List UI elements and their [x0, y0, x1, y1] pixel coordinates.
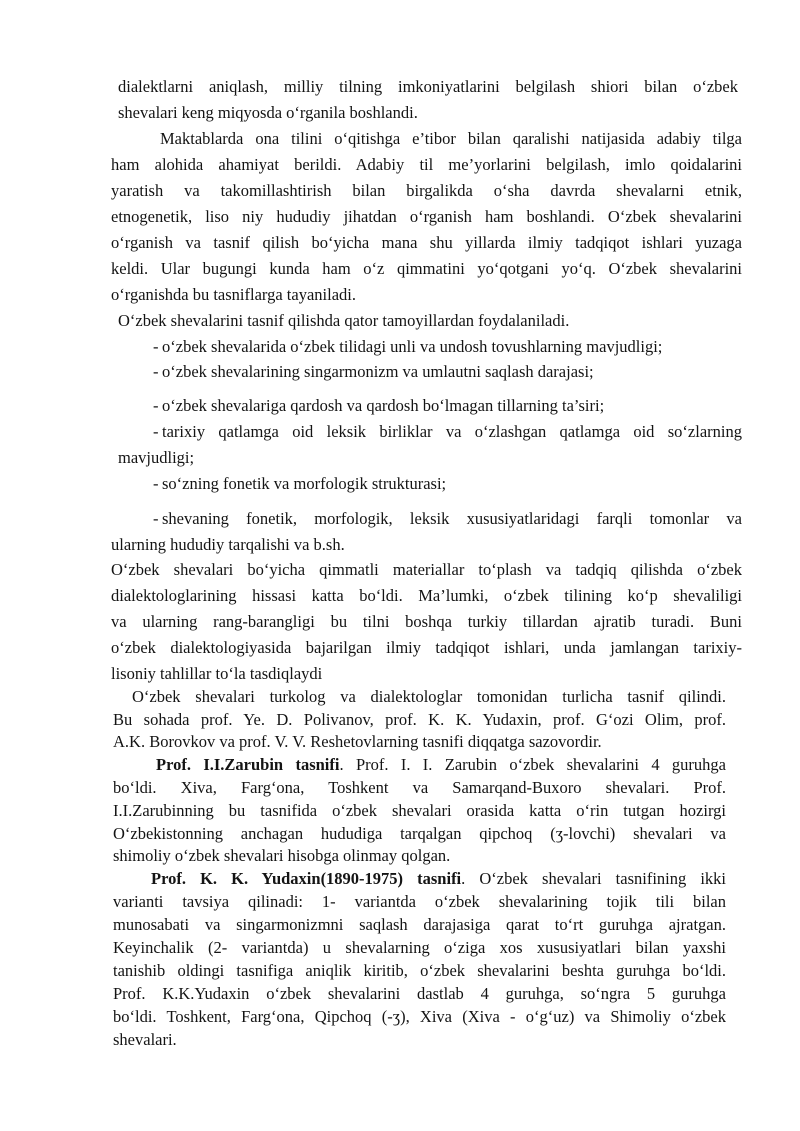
text-line: ham alohida ahamiyat berildi. Adabiy til me’yorlarini belgilash, imlo qoidalarini — [111, 155, 742, 174]
text-line: dialektlarni aniqlash, milliy tilning imkoniyatlarini belgilash shiori bilan oʻzbek — [118, 77, 738, 96]
list-item: oʻzbek shevalariga qardosh va qardosh boʻlmagan tillarning ta’siri; — [162, 396, 605, 415]
list-item: soʻzning fonetik va morfologik strukturasi; — [162, 474, 447, 493]
text-line: tanishib oldingi tasnifiga aniqlik kiritib, oʻzbek shevalarini beshta guruhga boʻldi. — [113, 961, 726, 980]
text-line: Bu sohada prof. Ye. D. Polivanov, prof. K. K. Yudaxin, prof. Gʻozi Olim, prof. — [113, 710, 726, 729]
text-line: shimoliy oʻzbek shevalari hisobga olinmay qolgan. — [113, 846, 451, 865]
list-dash: - — [153, 509, 159, 528]
text-line: Oʻzbek shevalari turkolog va dialektologlar tomonidan turlicha tasnif qilindi. — [132, 687, 726, 706]
text-line: Oʻzbek shevalarini tasnif qilishda qator tamoyillardan foydalaniladi. — [118, 311, 570, 330]
list-item: oʻzbek shevalarining singarmonizm va umlautni saqlash darajasi; — [162, 362, 594, 381]
text-line: A.K. Borovkov va prof. V. V. Reshetovlarning tasnifi diqqatga sazovordir. — [113, 732, 602, 751]
list-item-continuation: mavjudligi; — [118, 448, 195, 467]
text-line: Maktablarda ona tilini oʻqitishga e’tibor bilan qaralishi natijasida adabiy tilga — [160, 129, 742, 148]
list-dash: - — [153, 474, 159, 493]
list-item: tarixiy qatlamga oid leksik birliklar va oʻzlashgan qatlamga oid soʻzlarning — [162, 422, 742, 441]
text-line — [156, 754, 726, 776]
text-line: boʻldi. Xiva, Fargʻona, Toshkent va Samarqand-Buxoro shevalari. Prof. — [113, 778, 726, 797]
section-heading-zarubin: Prof. I.I.Zarubin tasnifi — [156, 755, 340, 774]
text-line: yaratish va takomillashtirish bilan birgalikda oʻsha davrda shevalarni etnik, — [111, 181, 742, 200]
text-line — [151, 868, 726, 890]
text-line: shevalari. — [113, 1030, 177, 1049]
list-dash: - — [153, 422, 159, 441]
list-item-continuation: ularning hududiy tarqalishi va b.sh. — [111, 535, 345, 554]
text-line: Prof. K.K.Yudaxin oʻzbek shevalarini dastlab 4 guruhga, soʻngra 5 guruhga — [113, 984, 726, 1003]
text-span: . Oʻzbek shevalari tasnifining ikki — [461, 869, 726, 888]
text-line: Oʻzbek shevalari boʻyicha qimmatli materiallar toʻplash va tadqiq qilishda oʻzbek — [111, 560, 742, 579]
text-line: varianti tavsiya qilinadi: 1- variantda oʻzbek shevalarining tojik tili bilan — [113, 892, 726, 911]
list-dash: - — [153, 396, 159, 415]
text-line: shevalari keng miqyosda oʻrganila boshlandi. — [118, 103, 418, 122]
text-line: oʻrganishda bu tasniflarga tayaniladi. — [111, 285, 356, 304]
text-line: munosabati va singarmonizmni saqlash darajasiga qarat toʻrt guruhga ajratgan. — [113, 915, 726, 934]
text-line: boʻldi. Toshkent, Fargʻona, Qipchoq (-ӡ), Xiva (Xiva - oʻgʻuz) va Shimoliy oʻzbek — [113, 1007, 726, 1026]
text-line: oʻrganish va tasnif qilish boʻyicha mana shu yillarda ilmiy tadqiqot ishlari yuzaga — [111, 233, 742, 252]
text-line: Keyinchalik (2- variantda) u shevalarning oʻziga xos xususiyatlari bilan yaxshi — [113, 938, 726, 957]
text-line: oʻzbek dialektologiyasida bajarilgan ilmiy tadqiqot ishlari, unda jamlangan tarixiy- — [111, 638, 742, 657]
list-item: oʻzbek shevalarida oʻzbek tilidagi unli va undosh tovushlarning mavjudligi; — [162, 337, 663, 356]
list-dash: - — [153, 362, 159, 381]
text-line: etnogenetik, liso niy hududiy jihatdan oʻrganish ham boshlandi. Oʻzbek shevalarini — [111, 207, 742, 226]
section-heading-yudaxin: Prof. K. K. Yudaxin(1890-1975) tasnifi — [151, 869, 462, 888]
text-line: va ularning rang-barangligi bu tilni boshqa turkiy tillardan ajratib turadi. Buni — [111, 612, 742, 631]
list-dash: - — [153, 337, 159, 356]
list-item: shevaning fonetik, morfologik, leksik xususiyatlaridagi farqli tomonlar va — [162, 509, 742, 528]
text-line: I.I.Zarubinning bu tasnifida oʻzbek shevalari orasida katta oʻrin tutgan hozirgi — [113, 801, 726, 820]
text-line: lisoniy tahlillar toʻla tasdiqlaydi — [111, 664, 323, 683]
text-line: Oʻzbekistonning anchagan hududiga tarqalgan qipchoq (ӡ-lovchi) shevalari va — [113, 824, 726, 843]
text-line: keldi. Ular bugungi kunda ham oʻz qimmatini yoʻqotgani yoʻq. Oʻzbek shevalarini — [111, 259, 742, 278]
text-span: . Prof. I. I. Zarubin oʻzbek shevalarini 4 guruhga — [339, 755, 726, 774]
text-line: dialektologlarining hissasi katta boʻldi. Ma’lumki, oʻzbek tilining koʻp shevaliligi — [111, 586, 742, 605]
